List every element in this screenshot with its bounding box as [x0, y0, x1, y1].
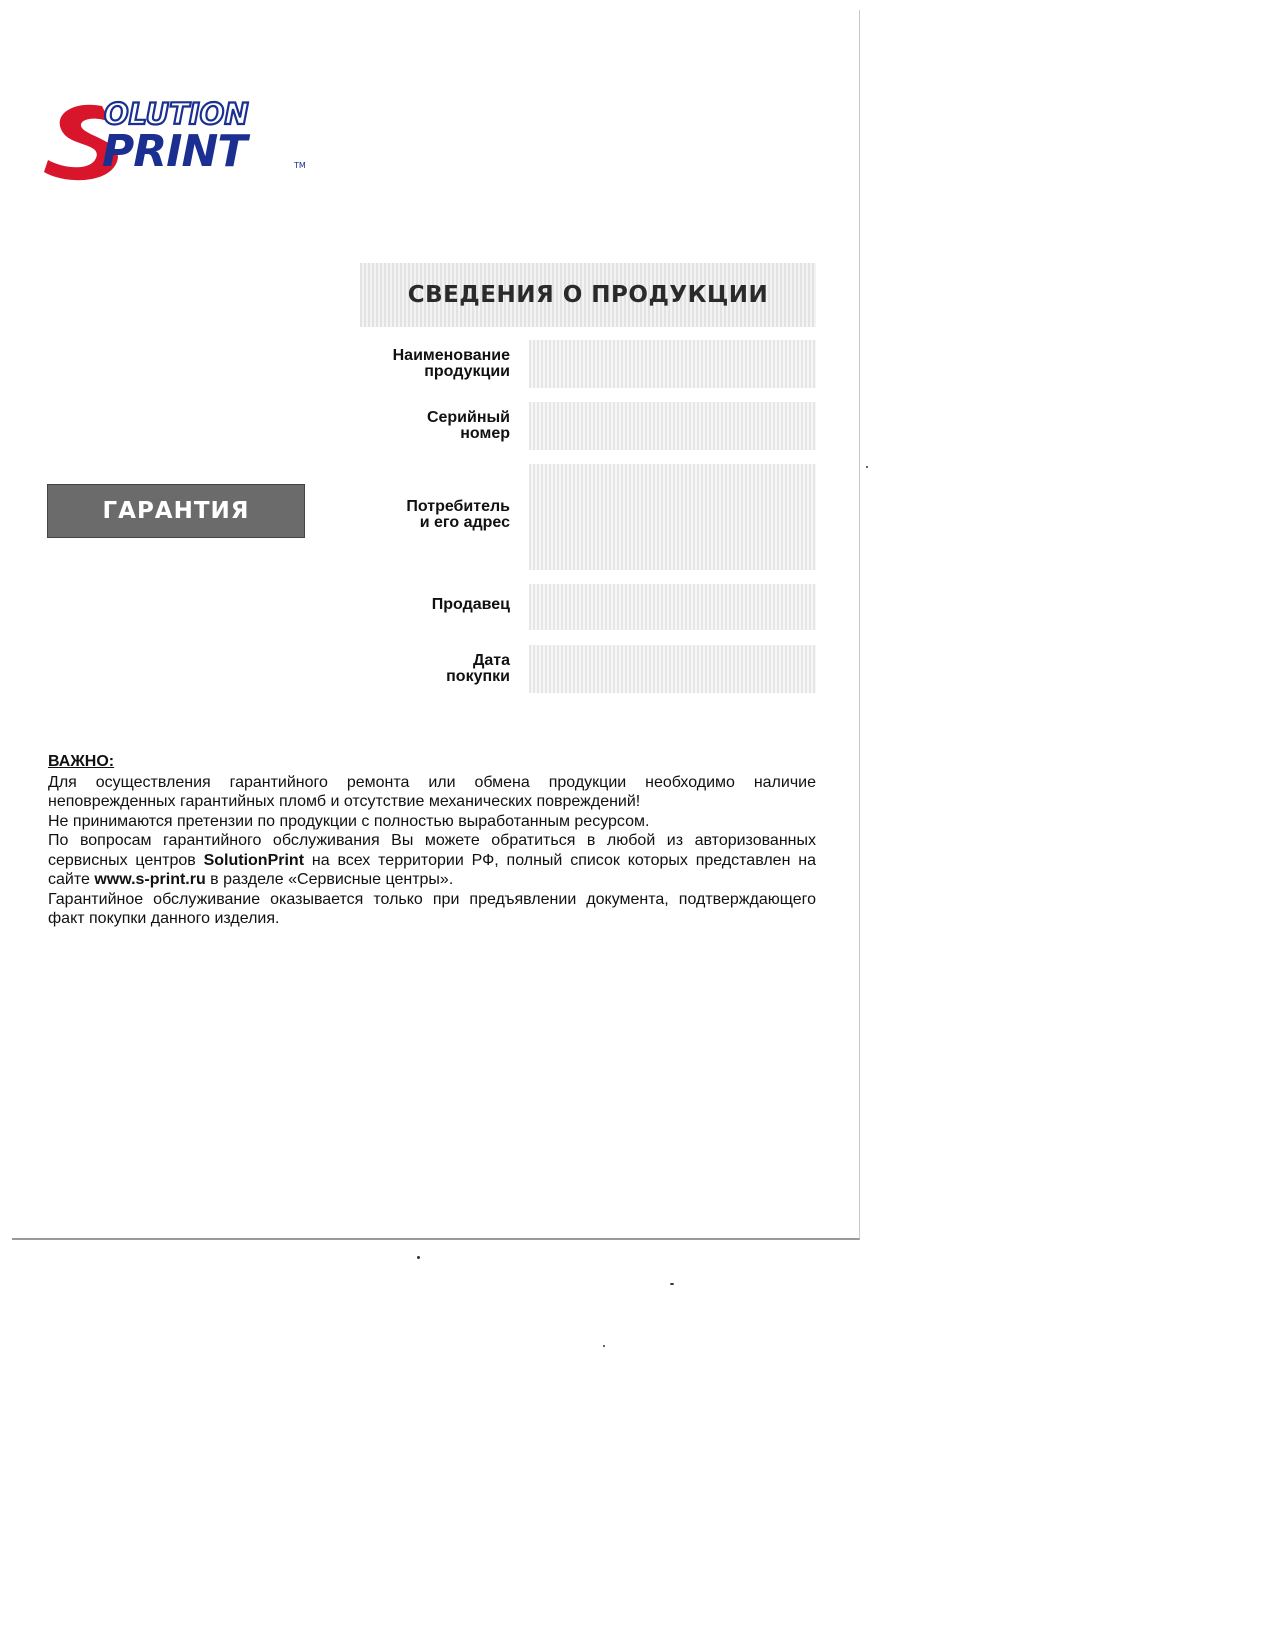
field-label-consumer-address [360, 499, 510, 531]
label-line: Дата [472, 652, 510, 669]
label-line: покупки [446, 668, 510, 685]
scan-speck [417, 1256, 420, 1259]
consumer-address-field[interactable] [529, 464, 816, 570]
logo-top-text: OLUTION [104, 97, 249, 131]
field-label-serial-number [360, 410, 510, 442]
website-link[interactable]: www.s-print.ru [94, 871, 206, 888]
important-title: ВАЖНО: [48, 753, 115, 770]
field-label-product-name [360, 348, 510, 380]
field-label-seller [360, 597, 510, 613]
note-text: в разделе «Сервисные центры». [205, 871, 454, 888]
scan-speck [866, 466, 868, 468]
logo-tm: TM [294, 161, 306, 170]
label-line: продукции [424, 363, 510, 380]
label-line: Наименование [392, 347, 510, 364]
scan-speck [670, 1283, 674, 1285]
note-paragraph: Для осуществления гарантийного ремонта или обмена продукции необходимо наличие неповрежденных гарантийных пломб и отсутствие механических повреждений! [48, 773, 816, 810]
serial-number-field[interactable] [529, 402, 816, 450]
label-line: Потребитель [406, 498, 510, 515]
brand-name: SolutionPrint [203, 851, 305, 869]
note-text: на всех территории РФ, полный список которых представлен на сайте [48, 851, 816, 888]
field-label-purchase-date [360, 653, 510, 685]
product-name-field[interactable] [529, 340, 816, 388]
seller-field[interactable] [529, 584, 816, 630]
label-line: Серийный [426, 409, 510, 426]
logo-main-text: PRINT [102, 126, 247, 177]
label-line: Продавец [431, 596, 510, 613]
important-notes [48, 752, 816, 929]
logo-graphic [44, 94, 344, 184]
note-text: По вопросам гарантийного обслуживания Вы можете обратиться в любой из авторизованных сервисных центров [48, 832, 816, 869]
solution-print-logo [44, 94, 344, 184]
note-paragraph [48, 831, 816, 890]
purchase-date-field[interactable] [529, 645, 816, 693]
scan-speck [603, 1345, 605, 1347]
label-line: номер [460, 425, 510, 442]
warranty-badge: ГАРАНТИЯ [47, 484, 305, 538]
section-title: СВЕДЕНИЯ О ПРОДУКЦИИ [360, 263, 816, 327]
note-paragraph: Не принимаются претензии по продукции с полностью выработанным ресурсом. [48, 812, 650, 830]
label-line: и его адрес [419, 514, 510, 531]
note-paragraph: Гарантийное обслуживание оказывается только при предъявлении документа, подтверждающего факт покупки данного изделия. [48, 890, 816, 927]
